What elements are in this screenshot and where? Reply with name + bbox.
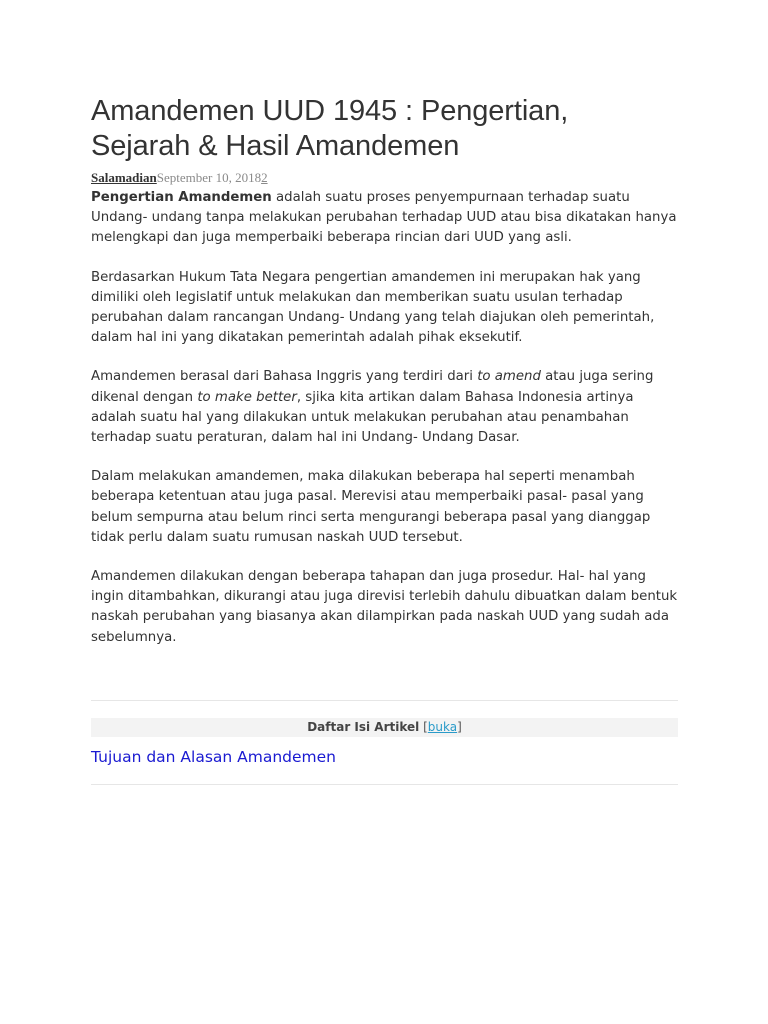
post-meta bbox=[91, 169, 268, 187]
toc-toggle-link[interactable]: buka bbox=[427, 720, 458, 734]
comment-count-link[interactable]: 2 bbox=[261, 170, 268, 185]
article-body bbox=[91, 188, 681, 667]
title-line-1: Amandemen UUD 1945 : Pengertian, bbox=[91, 95, 569, 127]
italic-term: to make better bbox=[197, 389, 297, 405]
paragraph-2: Berdasarkan Hukum Tata Negara pengertian amandemen ini merupakan hak yang dimiliki oleh legislatif untuk melakukan dan memberikan suatu usulan terhadap perubahan dalam rancangan Undang- Undang yang telah diajukan oleh pemerintah, dalam hal ini yang dikatakan pemerintah adalah pihak eksekutif. bbox=[91, 269, 655, 346]
title-line-2: Sejarah & Hasil Amandemen bbox=[91, 130, 460, 162]
table-of-contents bbox=[91, 718, 678, 737]
author-link[interactable]: Salamadian bbox=[91, 170, 157, 185]
toc-bracket-open: [ bbox=[419, 720, 428, 734]
article-title bbox=[91, 94, 691, 164]
paragraph-text: , sjika kita artikan dalam Bahasa Indonesia artinya adalah suatu hal yang dilakukan untuk melakukan perubahan atau penambahan terhadap suatu peraturan, dalam hal ini Undang- Undang Dasar. bbox=[91, 389, 634, 446]
paragraph-4: Dalam melakukan amandemen, maka dilakukan beberapa hal seperti menambah beberapa ketentuan atau juga pasal. Merevisi atau memperbaiki pasal- pasal yang belum sempurna atau belum rinci serta mengurangi beberapa pasal yang dianggap tidak perlu dalam suatu rumusan naskah UUD tersebut. bbox=[91, 469, 651, 545]
toc-bracket-close: ] bbox=[457, 720, 462, 734]
divider bbox=[91, 700, 678, 701]
toc-title: Daftar Isi Artikel bbox=[307, 720, 420, 734]
paragraph-3 bbox=[91, 367, 681, 448]
post-date: September 10, 2018 bbox=[156, 170, 262, 185]
italic-term: to amend bbox=[477, 369, 541, 385]
paragraph-5: Amandemen dilakukan dengan beberapa tahapan dan juga prosedur. Hal- hal yang ingin ditambahkan, dikurangi atau juga direvisi terlebih dahulu dibuatkan dalam bentuk naskah perubahan yang biasanya akan dilampirkan pada naskah UUD yang sudah ada sebelumnya. bbox=[91, 569, 678, 645]
paragraph-1 bbox=[91, 188, 681, 249]
paragraph-text: atau juga sering dikenal dengan bbox=[91, 369, 654, 405]
bold-term: Pengertian Amandemen bbox=[91, 190, 272, 205]
divider bbox=[91, 784, 678, 785]
paragraph-text: adalah suatu proses penyempurnaan terhadap suatu Undang- undang tanpa melakukan perubahan terhadap UUD atau bisa dikatakan hanya melengkapi dan juga memperbaiki beberapa rincian dari UUD yang asli. bbox=[91, 190, 677, 246]
paragraph-text: Amandemen berasal dari Bahasa Inggris yang terdiri dari bbox=[91, 369, 478, 385]
section-heading: Tujuan dan Alasan Amandemen bbox=[91, 748, 336, 766]
